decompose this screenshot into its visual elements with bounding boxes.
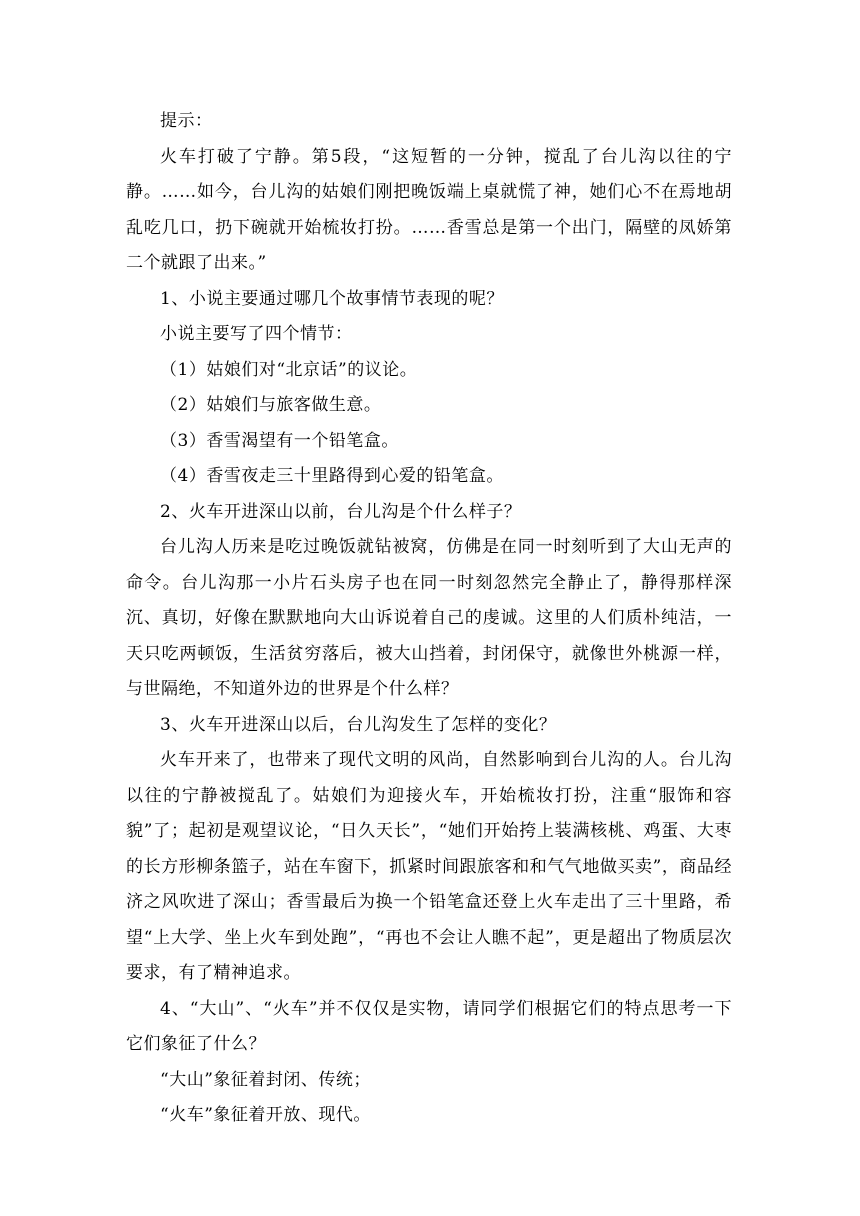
answer-4-train: “火车”象征着开放、现代。: [160, 1105, 371, 1125]
question-2: 2、火车开进深山以前，台儿沟是个什么样子？: [160, 501, 522, 522]
answer-4-mountain: “大山”象征着封闭、传统；: [160, 1069, 371, 1090]
hint-paragraph: 火车打破了宁静。第5段，“这短暂的一分钟，搅乱了台儿沟以往的宁静。……如今，台儿沟的姑娘们刚把晚饭端上桌就慌了神，她们心不在焉地胡乱吃几口，扔下碗就开始梳妆打扮。……香雪总是第一个出门，隔壁的凤娇第二个就跟了出来。”: [126, 146, 732, 273]
document-body: [126, 104, 732, 1134]
question-4: 4、“大山”、“火车”并不仅仅是实物，请同学们根据它们的特点思考一下它们象征了什么？: [126, 998, 732, 1054]
answer-3: 火车开来了，也带来了现代文明的风尚，自然影响到台儿沟的人。台儿沟以往的宁静被搅乱了。姑娘们为迎接火车，开始梳妆打扮，注重“服饰和容貌”了；起初是观望议论，“日久天长”，“她们开始挎上装满核桃、鸡蛋、大枣的长方形柳条篮子，站在车窗下，抓紧时间跟旅客和和气气地做买卖”，商品经济之风吹进了深山；香雪最后为换一个铅笔盒还登上火车走出了三十里路，希望“上大学、坐上火车到处跑”，“再也不会让人瞧不起”，更是超出了物质层次要求，有了精神追求。: [126, 750, 732, 983]
answer-1-intro: 小说主要写了四个情节：: [160, 324, 353, 344]
answer-2: 台儿沟人历来是吃过晚饭就钻被窝，仿佛是在同一时刻听到了大山无声的命令。台儿沟那一小片石头房子也在同一时刻忽然完全静止了，静得那样深沉、真切，好像在默默地向大山诉说着自己的虔诚。这里的人们质朴纯洁，一天只吃两顿饭，生活贫穷落后，被大山挡着，封闭保守，就像世外桃源一样，与世隔绝，不知道外边的世界是个什么样？: [126, 537, 732, 699]
hint-label: 提示：: [160, 111, 213, 131]
plot-item-1: （1）姑娘们对“北京话”的议论。: [160, 359, 418, 380]
plot-item-2: （2）姑娘们与旅客做生意。: [160, 395, 382, 415]
question-3: 3、火车开进深山以后，台儿沟发生了怎样的变化？: [160, 714, 557, 735]
plot-item-3: （3）香雪渴望有一个铅笔盒。: [160, 430, 399, 451]
plot-item-4: （4）香雪夜走三十里路得到心爱的铅笔盒。: [160, 466, 504, 486]
question-1: 1、小说主要通过哪几个故事情节表现的呢？: [160, 288, 504, 309]
